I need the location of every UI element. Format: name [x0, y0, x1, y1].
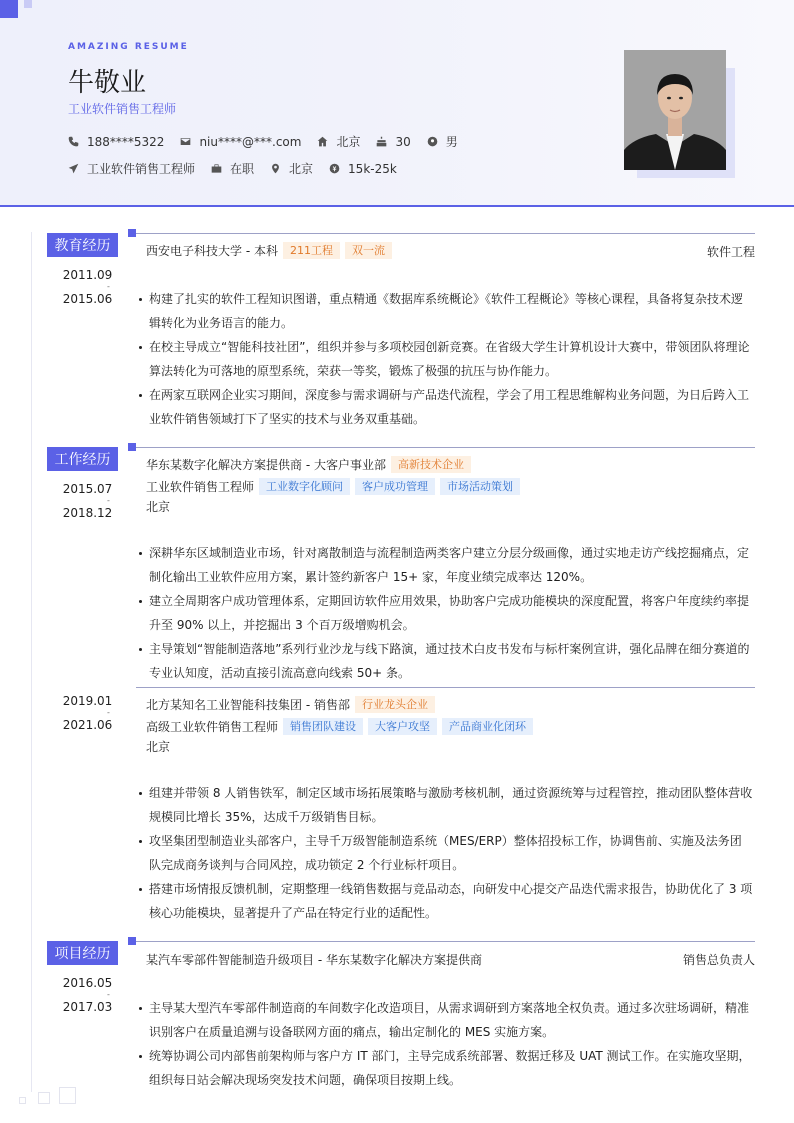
job2-end-date: 2021.06: [62, 718, 113, 732]
list-item: 主导策划“智能制造落地”系列行业沙龙与线下路演，通过技术白皮书发布与标杆案例宣讲，强化品牌在细分赛道的专业认知度，活动直接引流高意向线索 50+ 条。: [149, 637, 753, 685]
salary-icon: [329, 163, 340, 174]
list-item: 在校主导成立“智能科技社团”，组织并参与多项校园创新竞赛。在省级大学生计算机设计大赛中，带领团队将理论算法转化为可落地的原型系统，荣获一等奖，锻炼了极强的抗压与协作能力。: [149, 335, 753, 383]
project-name: 某汽车零部件智能制造升级项目 - 华东某数字化解决方案提供商: [146, 953, 482, 967]
home-icon: [317, 136, 328, 147]
edu-tag: 双一流: [345, 242, 392, 259]
intent-city-text: 北京: [289, 162, 314, 176]
mail-icon: [180, 136, 191, 147]
job1-position-row: [146, 478, 520, 495]
date-separator: -: [107, 990, 110, 999]
job2-start-date: 2019.01: [62, 694, 113, 708]
job1-end-date: 2018.12: [62, 506, 113, 520]
job1-position: 工业软件销售工程师: [146, 480, 255, 494]
position-tag: 产品商业化闭环: [442, 718, 533, 735]
position-tag: 市场活动策划: [440, 478, 520, 495]
home-info: [317, 133, 360, 150]
header-divider: [0, 205, 794, 207]
section-divider: [136, 447, 755, 448]
position-tag: 大客户攻坚: [368, 718, 437, 735]
home-text: 北京: [336, 135, 361, 149]
section-divider: [136, 941, 755, 942]
phone-info: [68, 135, 164, 149]
intent-city-info: [270, 160, 313, 177]
job2-city: 北京: [146, 740, 171, 754]
contact-row: [68, 133, 474, 150]
edu-bullets: [149, 287, 753, 431]
list-item: 搭建市场情报反馈机制，定期整理一线销售数据与竞品动态，向研发中心提交产品迭代需求报告，协助优化了 3 项核心功能模块，显著提升了产品在特定行业的适配性。: [149, 877, 753, 925]
candidate-name: 牛敬业: [68, 68, 147, 98]
company-tag: 行业龙头企业: [355, 696, 435, 713]
job2-position-row: [146, 718, 533, 735]
briefcase-icon: [211, 163, 222, 174]
section-marker: [128, 443, 136, 451]
job2-company-row: [146, 696, 435, 713]
section-label-education: 教育经历: [47, 233, 118, 257]
section-label-work: 工作经历: [47, 447, 118, 471]
gender-info: [427, 133, 458, 150]
section-marker: [128, 937, 136, 945]
project-name-row: [146, 951, 482, 968]
gender-icon: [427, 136, 438, 147]
section-divider: [136, 233, 755, 234]
corner-decoration: [0, 0, 18, 18]
job-intent-row: [68, 160, 413, 177]
job1-city: 北京: [146, 500, 171, 514]
intent-position-text: 工业软件销售工程师: [87, 162, 196, 176]
resume-tagline: AMAZING RESUME: [68, 42, 189, 52]
section-label-projects: 项目经历: [47, 941, 118, 965]
list-item: 深耕华东区域制造业市场，针对离散制造与流程制造两类客户建立分层分级画像，通过实地走访产线挖掘痛点，定制化输出工业软件应用方案，累计签约新客户 15+ 家，年度业绩完成率达 120%。: [149, 541, 753, 589]
date-separator: -: [107, 708, 110, 717]
phone-text: 188****5322: [87, 134, 165, 149]
portrait-illustration: [624, 50, 726, 170]
job2-position: 高级工业软件销售工程师: [146, 720, 279, 734]
job1-bullets: [149, 541, 753, 685]
send-icon: [68, 163, 79, 174]
corner-decoration-small: [24, 0, 32, 8]
status-info: [211, 160, 254, 177]
job1-company-row: [146, 456, 471, 473]
profile-photo: [624, 50, 726, 170]
section-marker: [128, 229, 136, 237]
job2-bullets: [149, 781, 753, 925]
list-item: 在两家互联网企业实习期间，深度参与需求调研与产品迭代流程，学会了用工程思维解构业务问题，为日后跨入工业软件销售领域打下了坚实的技术与业务双重基础。: [149, 383, 753, 431]
email-text: niu****@***.com: [199, 134, 302, 149]
salary-text: 15k-25k: [348, 161, 397, 176]
edu-end-date: 2015.06: [62, 292, 113, 306]
job2-company: 北方某知名工业智能科技集团 - 销售部: [146, 698, 350, 712]
company-tag: 高新技术企业: [391, 456, 471, 473]
intent-position-info: [68, 160, 195, 177]
cake-icon: [376, 136, 387, 147]
project-end-date: 2017.03: [62, 1000, 113, 1014]
edu-major: 软件工程: [706, 245, 755, 259]
entry-divider: [136, 687, 755, 688]
position-tag: 销售团队建设: [283, 718, 363, 735]
email-info: [180, 135, 301, 149]
position-tag: 客户成功管理: [355, 478, 435, 495]
list-item: 攻坚集团型制造业头部客户，主导千万级智能制造系统（MES/ERP）整体招投标工作，协调售前、实施及法务团队完成商务谈判与合同风控，成功锁定 2 个行业标杆项目。: [149, 829, 753, 877]
salary-info: [329, 162, 397, 176]
project-start-date: 2016.05: [62, 976, 113, 990]
list-item: 主导某大型汽车零部件制造商的车间数字化改造项目，从需求调研到方案落地全权负责。通过多次驻场调研，精准识别客户在质量追溯与设备联网方面的痛点，输出定制化的 MES 实施方案。: [149, 996, 753, 1044]
edu-tag: 211工程: [283, 242, 340, 259]
list-item: 统筹协调公司内部售前架构师与客户方 IT 部门，主导完成系统部署、数据迁移及 UAT 测试工作。在实施攻坚期，组织每日站会解决现场突发技术问题，确保项目按期上线。: [149, 1044, 753, 1092]
timeline-rail: [31, 232, 32, 1092]
corner-square-decoration: [59, 1087, 76, 1104]
project-bullets: [149, 996, 753, 1092]
phone-icon: [68, 136, 79, 147]
job1-company: 华东某数字化解决方案提供商 - 大客户事业部: [146, 458, 386, 472]
edu-school-row: [146, 242, 392, 259]
age-text: 30: [395, 134, 411, 149]
date-separator: -: [107, 496, 110, 505]
edu-school: 西安电子科技大学 - 本科: [146, 244, 278, 258]
list-item: 组建并带领 8 人销售铁军，制定区域市场拓展策略与激励考核机制，通过资源统筹与过程管控，推动团队整体营收规模同比增长 35%，达成千万级销售目标。: [149, 781, 753, 829]
job1-start-date: 2015.07: [62, 482, 113, 496]
list-item: 构建了扎实的软件工程知识图谱，重点精通《数据库系统概论》《软件工程概论》等核心课程，具备将复杂技术逻辑转化为业务语言的能力。: [149, 287, 753, 335]
status-text: 在职: [230, 162, 255, 176]
project-role: 销售总负责人: [682, 953, 755, 967]
position-tag: 工业数字化顾问: [259, 478, 350, 495]
corner-square-decoration: [38, 1092, 50, 1104]
location-pin-icon: [270, 163, 281, 174]
date-separator: -: [107, 282, 110, 291]
gender-text: 男: [445, 135, 458, 149]
age-info: [376, 135, 410, 149]
list-item: 建立全周期客户成功管理体系，定期回访软件应用效果，协助客户完成功能模块的深度配置，将客户年度续约率提升至 90% 以上，并挖掘出 3 个百万级增购机会。: [149, 589, 753, 637]
corner-square-decoration: [19, 1097, 26, 1104]
edu-start-date: 2011.09: [62, 268, 113, 282]
candidate-title: 工业软件销售工程师: [68, 102, 177, 116]
